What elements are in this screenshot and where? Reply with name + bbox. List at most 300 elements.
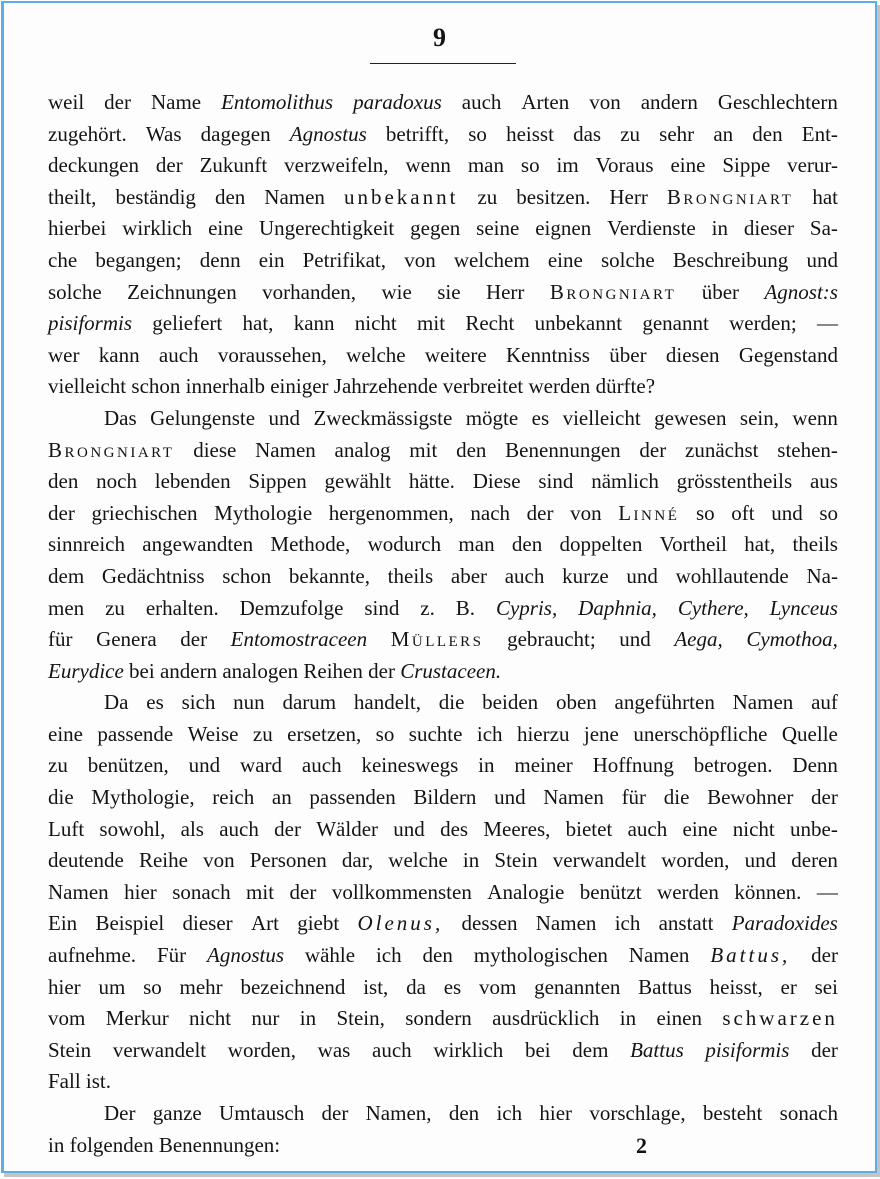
word: weitere bbox=[424, 342, 487, 367]
word: zu bbox=[620, 121, 641, 146]
word: Namen bbox=[732, 690, 794, 715]
word: so bbox=[143, 974, 162, 999]
word: Brongniart bbox=[666, 184, 794, 209]
word: Paradoxides bbox=[731, 911, 838, 936]
word: in bbox=[478, 753, 495, 778]
word: Da bbox=[104, 690, 129, 715]
word: jene bbox=[583, 721, 619, 746]
word: geliefert bbox=[152, 311, 223, 336]
word: nicht bbox=[189, 1006, 232, 1031]
word: und bbox=[188, 753, 221, 778]
word: verzweifeln, bbox=[284, 153, 389, 178]
word: — bbox=[816, 311, 838, 336]
word: ein bbox=[258, 247, 285, 272]
word: der bbox=[639, 437, 667, 462]
word: eine bbox=[208, 216, 244, 241]
word: anstatt bbox=[658, 911, 714, 936]
word: mit bbox=[417, 311, 446, 336]
text-line bbox=[48, 561, 838, 593]
word: Namen bbox=[535, 911, 597, 936]
word: Benennungen: bbox=[158, 1132, 281, 1157]
text-line bbox=[48, 498, 838, 530]
word: Ent- bbox=[801, 121, 838, 146]
word: Sa- bbox=[809, 216, 838, 241]
word: genannten bbox=[534, 974, 621, 999]
word: den bbox=[214, 184, 246, 209]
word: wohllautende bbox=[675, 563, 789, 588]
word: Diese bbox=[472, 469, 521, 494]
word: welche bbox=[346, 342, 406, 367]
word: von bbox=[570, 500, 602, 525]
text-line bbox=[48, 782, 838, 814]
word: heisst, bbox=[709, 974, 763, 999]
word: Namen bbox=[48, 879, 109, 904]
text-line bbox=[48, 371, 838, 403]
word: der bbox=[289, 879, 317, 904]
text-line bbox=[48, 719, 838, 751]
word: solche bbox=[601, 247, 655, 272]
word: man bbox=[458, 532, 495, 557]
word: so bbox=[695, 500, 715, 525]
word: in bbox=[619, 1006, 637, 1031]
word: genannt bbox=[642, 311, 709, 336]
word: wer bbox=[48, 342, 80, 367]
word: der bbox=[48, 500, 75, 525]
word: dieser bbox=[743, 216, 795, 241]
word: Müllers bbox=[390, 627, 484, 652]
signature-mark: 2 bbox=[636, 1133, 647, 1158]
word: den bbox=[448, 1101, 480, 1125]
word: meiner bbox=[514, 753, 573, 778]
word: vorhanden, bbox=[262, 279, 357, 304]
word: dürfte? bbox=[595, 374, 656, 399]
text-line bbox=[48, 1066, 838, 1098]
word: che bbox=[48, 247, 78, 272]
word: Stein bbox=[48, 1037, 92, 1062]
word: gebraucht; bbox=[507, 627, 596, 652]
word: zugehört. bbox=[48, 121, 127, 146]
word: Was bbox=[145, 121, 182, 146]
word: bietet bbox=[565, 816, 613, 841]
word: eine bbox=[48, 721, 83, 746]
word: Linné bbox=[618, 500, 680, 525]
word: Beschreibung bbox=[672, 247, 789, 272]
word: worden, bbox=[227, 1037, 297, 1062]
word: schwarzen bbox=[722, 1006, 838, 1031]
word: andern bbox=[159, 658, 218, 683]
word: — bbox=[816, 879, 838, 904]
word: im bbox=[556, 153, 579, 178]
word: der bbox=[526, 500, 554, 525]
word: eine bbox=[547, 247, 583, 272]
text-line bbox=[48, 687, 838, 719]
word: das bbox=[573, 121, 602, 146]
text-line bbox=[48, 814, 838, 846]
word: an bbox=[713, 121, 734, 146]
word: innerhalb bbox=[185, 374, 265, 399]
text-line bbox=[48, 1098, 838, 1130]
word: Namen, bbox=[365, 1101, 432, 1125]
word: so bbox=[375, 721, 395, 746]
word: Crustaceen. bbox=[400, 658, 502, 683]
word: die bbox=[438, 690, 465, 715]
word: zu bbox=[48, 753, 68, 778]
word: Reihen bbox=[303, 658, 363, 683]
word: handelt, bbox=[353, 690, 421, 715]
word: sind bbox=[364, 595, 400, 620]
word: Benennungen bbox=[505, 437, 621, 462]
word: besitzen. bbox=[516, 184, 591, 209]
word: theilt, bbox=[48, 184, 97, 209]
word: es bbox=[531, 405, 550, 430]
word: gegen bbox=[410, 216, 461, 241]
text-line bbox=[48, 877, 838, 909]
text-line bbox=[48, 213, 838, 245]
text-line bbox=[48, 940, 838, 972]
word: Battus bbox=[638, 974, 692, 999]
word: paradoxus bbox=[353, 90, 442, 114]
word: in bbox=[48, 1132, 65, 1157]
word: nur bbox=[251, 1006, 280, 1031]
word: deckungen bbox=[48, 153, 139, 178]
word: diese bbox=[193, 437, 237, 462]
word: der bbox=[274, 816, 301, 841]
word: worden, bbox=[661, 848, 730, 873]
word: Verdienste bbox=[607, 216, 696, 241]
word: wirklich bbox=[122, 216, 193, 241]
word: auch bbox=[219, 816, 259, 841]
word: wie bbox=[381, 279, 412, 304]
text-line bbox=[48, 1003, 838, 1035]
word: aus bbox=[809, 469, 838, 494]
word: ganze bbox=[152, 1101, 202, 1125]
word: den bbox=[422, 943, 453, 968]
word: sein, bbox=[739, 405, 779, 430]
word: oft bbox=[731, 500, 755, 525]
word: Quelle bbox=[781, 721, 838, 746]
word: und bbox=[771, 500, 803, 525]
word: ich bbox=[614, 911, 641, 936]
word: für bbox=[621, 785, 647, 810]
word: gewesen bbox=[654, 405, 727, 430]
text-line bbox=[48, 466, 838, 498]
header-rule bbox=[370, 63, 516, 64]
word: andern bbox=[640, 90, 698, 114]
word: Beispiel bbox=[95, 911, 165, 936]
word: Meeres, bbox=[483, 816, 551, 841]
word: des bbox=[440, 816, 469, 841]
word: sei bbox=[814, 974, 838, 999]
word: ward bbox=[240, 753, 283, 778]
word: den bbox=[456, 437, 487, 462]
word: passenden bbox=[309, 785, 396, 810]
word: vielleicht bbox=[562, 405, 641, 430]
word: auch bbox=[461, 90, 502, 114]
word: nach bbox=[470, 500, 511, 525]
word: sehr bbox=[659, 121, 695, 146]
word: vom bbox=[48, 1006, 86, 1031]
word: bei bbox=[129, 658, 155, 683]
word: vielleicht bbox=[48, 374, 127, 399]
word: deutende bbox=[48, 848, 124, 873]
word: aufnehme. bbox=[48, 943, 137, 968]
word: und bbox=[393, 816, 425, 841]
word: Der bbox=[104, 1101, 136, 1125]
word: Gedächtniss bbox=[101, 563, 205, 588]
word: grösstentheils bbox=[676, 469, 793, 494]
text-line bbox=[48, 593, 838, 625]
word: diesen bbox=[665, 342, 720, 367]
word: B. bbox=[455, 595, 476, 620]
word: er bbox=[780, 974, 797, 999]
word: benützen, bbox=[87, 753, 169, 778]
word: Ein bbox=[48, 911, 78, 936]
word: Umtausch bbox=[219, 1101, 305, 1125]
word: ersetzen, bbox=[287, 721, 362, 746]
text-line bbox=[48, 277, 838, 309]
word: nämlich bbox=[591, 469, 659, 494]
word: Methode, bbox=[270, 532, 351, 557]
word: zunächst bbox=[685, 437, 759, 462]
word: wirklich bbox=[433, 1037, 504, 1062]
word: Luft bbox=[48, 816, 85, 841]
word: Cythere, bbox=[677, 595, 749, 620]
text-line bbox=[48, 150, 838, 182]
word: erhalten. bbox=[145, 595, 219, 620]
word: ich bbox=[476, 721, 503, 746]
word: in bbox=[299, 1006, 317, 1031]
word: Entomolithus bbox=[221, 90, 334, 114]
word: von bbox=[404, 247, 436, 272]
word: verwandelt bbox=[552, 848, 647, 873]
word: Weise bbox=[187, 721, 239, 746]
word: denn bbox=[199, 247, 241, 272]
word: hat, bbox=[744, 532, 776, 557]
word: Arten bbox=[521, 90, 570, 114]
word: mythologischen bbox=[473, 943, 608, 968]
word: hier bbox=[539, 1101, 573, 1125]
word: welchem bbox=[453, 247, 530, 272]
word: Agnostus bbox=[207, 943, 285, 968]
word: hier bbox=[124, 879, 157, 904]
word: ich bbox=[375, 943, 402, 968]
word: sich bbox=[181, 690, 216, 715]
text-line bbox=[48, 1035, 838, 1067]
word: mit bbox=[246, 879, 275, 904]
word: Bewohner bbox=[707, 785, 794, 810]
word: betrifft, bbox=[385, 121, 450, 146]
word: hat bbox=[812, 184, 838, 209]
word: der bbox=[180, 627, 208, 652]
word: bezeichnend bbox=[240, 974, 346, 999]
word: folgenden bbox=[69, 1132, 154, 1157]
word: mit bbox=[409, 437, 438, 462]
word: bekannte, bbox=[288, 563, 370, 588]
word: hierzu bbox=[516, 721, 570, 746]
word: Namen bbox=[543, 785, 604, 810]
word: Genera bbox=[96, 627, 157, 652]
word: Name bbox=[150, 90, 202, 114]
page-number bbox=[4, 23, 875, 53]
word: Demzufolge bbox=[239, 595, 344, 620]
word: kurze bbox=[562, 563, 609, 588]
word: man bbox=[467, 153, 504, 178]
word: wenn bbox=[405, 153, 451, 178]
word: an bbox=[271, 785, 292, 810]
word: Fall bbox=[48, 1069, 81, 1094]
word: wodurch bbox=[367, 532, 442, 557]
word: Herr bbox=[609, 184, 648, 209]
word: solche bbox=[48, 279, 102, 304]
word: eine bbox=[682, 816, 718, 841]
word: hier bbox=[48, 974, 81, 999]
word: begangen; bbox=[95, 247, 182, 272]
word: Petrifikat, bbox=[302, 247, 387, 272]
word: sie bbox=[437, 279, 461, 304]
word: Mythologie bbox=[214, 500, 313, 525]
word: Jahrzehende bbox=[333, 374, 438, 399]
word: dieser bbox=[182, 911, 233, 936]
word: kann bbox=[293, 311, 335, 336]
word: angeführten bbox=[614, 690, 715, 715]
text-line bbox=[48, 624, 838, 656]
word: analog bbox=[334, 437, 391, 462]
word: Merkur bbox=[105, 1006, 169, 1031]
word: so bbox=[819, 500, 838, 525]
word: besteht bbox=[702, 1101, 763, 1125]
word: Cypris, bbox=[495, 595, 558, 620]
word: aber bbox=[450, 563, 488, 588]
word: Agnost:s bbox=[764, 279, 838, 304]
word: dagegen bbox=[200, 121, 271, 146]
word: Ungerechtigkeit bbox=[258, 216, 395, 241]
word: auch bbox=[372, 1037, 412, 1062]
text-line bbox=[48, 529, 838, 561]
word: einen bbox=[656, 1006, 702, 1031]
word: mögte bbox=[465, 405, 519, 430]
word: Sippe bbox=[722, 153, 771, 178]
text-line bbox=[48, 435, 838, 467]
word: zu bbox=[105, 595, 125, 620]
word: giebt bbox=[297, 911, 340, 936]
word: Brongniart bbox=[549, 279, 677, 304]
word: gewählt bbox=[324, 469, 392, 494]
word: über bbox=[701, 279, 740, 304]
word: Kenntniss bbox=[505, 342, 590, 367]
text-line bbox=[48, 972, 838, 1004]
word: weil bbox=[48, 90, 85, 114]
word: Das bbox=[104, 405, 137, 430]
word: kann bbox=[98, 342, 140, 367]
text-line bbox=[48, 1130, 838, 1162]
word: Analogie bbox=[487, 879, 565, 904]
word: von bbox=[203, 848, 235, 873]
word: der bbox=[811, 943, 838, 968]
word: Hoffnung bbox=[592, 753, 674, 778]
word: sind bbox=[538, 469, 574, 494]
word: unbekannt bbox=[534, 311, 623, 336]
word: theils bbox=[792, 532, 838, 557]
word: Cymothoa, bbox=[746, 627, 838, 652]
word: hergenommen, bbox=[328, 500, 454, 525]
word: so bbox=[520, 153, 540, 178]
word: Recht bbox=[465, 311, 515, 336]
word: Bildern bbox=[413, 785, 477, 810]
word: reich bbox=[212, 785, 255, 810]
word: und bbox=[806, 247, 838, 272]
word: sinnreich bbox=[48, 532, 125, 557]
word: Gelungenste bbox=[150, 405, 256, 430]
word: beiden bbox=[482, 690, 539, 715]
word: keineswegs bbox=[361, 753, 459, 778]
word: welche bbox=[388, 848, 448, 873]
word: Zweckmässigste bbox=[313, 405, 453, 430]
word: Brongniart bbox=[48, 437, 175, 462]
word: Denn bbox=[792, 753, 838, 778]
word: Agnostus bbox=[289, 121, 367, 146]
word: von bbox=[589, 90, 621, 114]
word: da bbox=[406, 974, 426, 999]
word: es bbox=[146, 690, 164, 715]
word: und bbox=[494, 785, 526, 810]
word: doppelten bbox=[559, 532, 643, 557]
word: Herr bbox=[485, 279, 525, 304]
word: deren bbox=[791, 848, 838, 873]
word: es bbox=[443, 974, 462, 999]
word: in bbox=[711, 216, 728, 241]
word: passende bbox=[97, 721, 174, 746]
text-line bbox=[48, 403, 838, 435]
word: Olenus, bbox=[357, 911, 444, 936]
word: der bbox=[811, 785, 838, 810]
word: dessen bbox=[461, 911, 518, 936]
word: Art bbox=[250, 911, 279, 936]
word: Lynceus bbox=[769, 595, 838, 620]
word: Stein, bbox=[336, 1006, 385, 1031]
word: sonach bbox=[172, 879, 231, 904]
word: einiger bbox=[270, 374, 329, 399]
word: unbekannt bbox=[343, 184, 459, 209]
word: Entomostraceen bbox=[230, 627, 368, 652]
word: Zukunft bbox=[199, 153, 268, 178]
word: Eurydice bbox=[48, 658, 124, 683]
word: dem bbox=[48, 563, 85, 588]
text-line bbox=[48, 750, 838, 782]
word: Vortheil bbox=[659, 532, 727, 557]
word: können. bbox=[734, 879, 802, 904]
word: ausdrücklich bbox=[492, 1006, 600, 1031]
word: seine bbox=[476, 216, 520, 241]
word: und bbox=[744, 848, 777, 873]
word: sonach bbox=[779, 1101, 838, 1125]
word: nun bbox=[233, 690, 265, 715]
word: der bbox=[104, 90, 131, 114]
word: beständig bbox=[115, 184, 196, 209]
word: vollkommensten bbox=[331, 879, 472, 904]
word: sowohl, bbox=[99, 816, 166, 841]
word: hierbei bbox=[48, 216, 107, 241]
word: Voraus bbox=[595, 153, 654, 178]
book-page bbox=[1, 1, 877, 1173]
word: auch bbox=[627, 816, 668, 841]
word: den bbox=[752, 121, 783, 146]
word: auch bbox=[504, 563, 545, 588]
word: verbreitet bbox=[442, 374, 524, 399]
page-number-text: 9 bbox=[433, 23, 446, 52]
word: der bbox=[321, 1101, 349, 1125]
text-line bbox=[48, 845, 838, 877]
word: als bbox=[180, 816, 204, 841]
